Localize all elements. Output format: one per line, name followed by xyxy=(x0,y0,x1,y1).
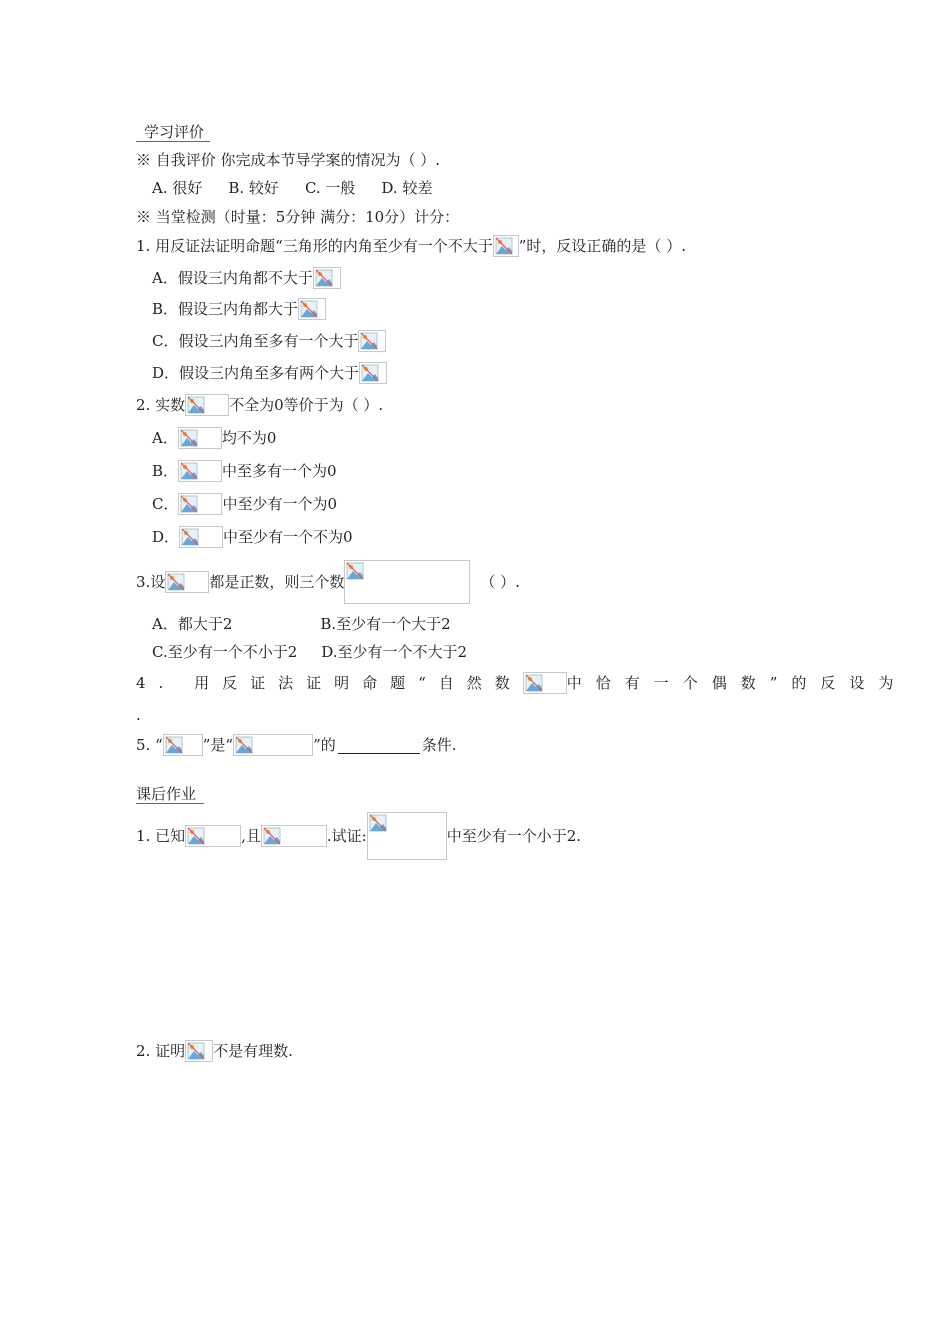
question-2-option-b xyxy=(152,458,337,484)
homework-1 xyxy=(136,812,581,860)
question-3-text-end: （ ）. xyxy=(480,573,520,591)
option-text: D．假设三内角至多有两个大于 xyxy=(152,364,360,382)
question-2-option-c xyxy=(152,491,337,517)
option-letter: A． xyxy=(152,429,178,447)
homework-1-text-start: 1. 已知 xyxy=(136,827,186,845)
homework-2 xyxy=(136,1038,293,1064)
question-1-text-end: ”时，反设正确的是（ ）. xyxy=(518,237,686,255)
option-letter: D． xyxy=(152,528,180,546)
question-2-option-a xyxy=(152,425,276,451)
option-text: 中至少有一个不为0 xyxy=(223,528,353,546)
question-5-text-mid: ”是“ xyxy=(202,736,234,754)
question-4-tail xyxy=(136,702,141,728)
option-letter: B． xyxy=(152,462,179,480)
broken-image-icon xyxy=(298,298,326,320)
broken-image-icon xyxy=(367,812,447,860)
question-4-stem xyxy=(136,670,907,696)
homework-1-text-and: ,且 xyxy=(241,827,261,845)
question-1-stem xyxy=(136,233,686,259)
question-4-period: . xyxy=(136,706,141,724)
option-text: 均不为0 xyxy=(221,429,277,447)
option-text: A．假设三内角都不大于 xyxy=(152,269,313,287)
option-text: C．假设三内角至多有一个大于 xyxy=(152,332,359,350)
question-1-option-c xyxy=(152,328,386,354)
question-3-options-row-1 xyxy=(152,611,451,637)
question-3-options-row-2 xyxy=(152,639,467,665)
broken-image-icon xyxy=(233,734,313,756)
quiz-header-line xyxy=(136,204,459,230)
question-3-stem xyxy=(136,560,520,604)
broken-image-icon xyxy=(178,493,222,515)
question-1-option-d xyxy=(152,360,387,386)
option-a: A. 很好 xyxy=(152,179,203,197)
broken-image-icon xyxy=(358,330,386,352)
question-1-option-b xyxy=(152,296,326,322)
option-text: 中至多有一个为0 xyxy=(222,462,337,480)
broken-image-icon xyxy=(344,560,470,604)
homework-2-text-end: 不是有理数. xyxy=(213,1042,293,1060)
broken-image-icon xyxy=(178,427,222,449)
question-2-stem xyxy=(136,392,383,418)
question-2-text-end: 不全为0等价于为（ ）. xyxy=(229,396,384,414)
option-b: B.至少有一个大于2 xyxy=(320,615,451,633)
broken-image-icon xyxy=(523,672,567,694)
broken-image-icon xyxy=(185,1040,213,1062)
question-2-option-d xyxy=(152,524,353,550)
broken-image-icon xyxy=(163,734,203,756)
question-3-text-start: 3.设 xyxy=(136,573,166,591)
broken-image-icon xyxy=(359,362,387,384)
homework-1-text-end: 中至少有一个小于2. xyxy=(446,827,582,845)
broken-image-icon xyxy=(165,571,209,593)
option-d: D.至少有一个不大于2 xyxy=(321,643,468,661)
option-letter: C． xyxy=(152,495,179,513)
homework-2-text-start: 2. 证明 xyxy=(136,1042,186,1060)
broken-image-icon xyxy=(185,394,229,416)
question-1-text-start: 1. 用反证法证明命题“三角形的内角至少有一个不大于 xyxy=(136,237,493,255)
broken-image-icon xyxy=(178,460,222,482)
answer-blank[interactable] xyxy=(338,737,420,754)
question-4-text-end: 中恰有一个偶数”的反设为 xyxy=(566,674,908,692)
self-evaluation-options xyxy=(152,175,432,201)
option-text: 中至少有一个为0 xyxy=(222,495,338,513)
option-text: B．假设三内角都大于 xyxy=(152,300,299,318)
broken-image-icon xyxy=(313,267,341,289)
section-title-text: 课后作业 xyxy=(136,785,204,804)
broken-image-icon xyxy=(179,526,223,548)
self-evaluation-text: ※ 自我评价 你完成本节导学案的情况为（ ）. xyxy=(136,151,441,169)
section-title-text: 学习评价 xyxy=(136,123,210,142)
option-b: B. 较好 xyxy=(228,179,279,197)
broken-image-icon xyxy=(493,235,519,257)
homework-1-text-prove: .试证: xyxy=(326,827,367,845)
question-4-text-start: 4. 用反证法证明命题“自然数 xyxy=(136,674,523,692)
question-2-text-start: 2. 实数 xyxy=(136,396,186,414)
option-c: C.至少有一个不小于2 xyxy=(152,643,298,661)
question-5-stem xyxy=(136,732,457,758)
question-1-option-a xyxy=(152,265,341,291)
question-5-text-start: 5. “ xyxy=(136,736,163,754)
broken-image-icon xyxy=(185,825,241,847)
section-title-homework xyxy=(136,781,204,807)
option-c: C. 一般 xyxy=(304,179,356,197)
quiz-header-text: ※ 当堂检测（时量：5分钟 满分：10分）计分： xyxy=(136,208,460,226)
question-5-text-end: 条件. xyxy=(421,736,457,754)
option-a: A．都大于2 xyxy=(152,615,233,633)
self-evaluation-line xyxy=(136,147,440,173)
option-d: D. 较差 xyxy=(381,179,433,197)
question-3-text-mid: 都是正数，则三个数 xyxy=(209,573,345,591)
question-5-text-de: ”的 xyxy=(313,736,336,754)
section-title-study-evaluation xyxy=(136,119,210,145)
broken-image-icon xyxy=(261,825,327,847)
